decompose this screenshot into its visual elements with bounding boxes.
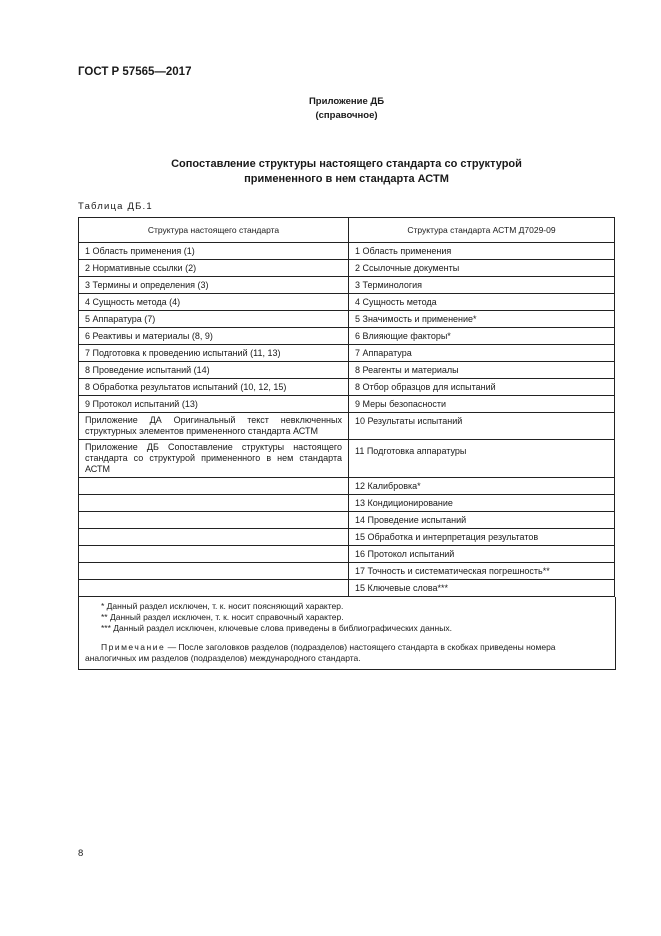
table-cell-astm: 7 Аппаратура [349,345,615,362]
table-row [79,512,615,529]
table-cell-national: Приложение ДБ Сопоставление структуры настоящего стандарта со структурой примененного в нем стандарта АСТМ [79,440,349,478]
table-row [79,495,615,512]
table-cell-national: 3 Термины и определения (3) [79,277,349,294]
table-cell-national [79,580,349,597]
table-cell-astm: 17 Точность и систематическая погрешность** [349,563,615,580]
table-row [79,413,615,440]
table-cell-national: 7 Подготовка к проведению испытаний (11, 13) [79,345,349,362]
table-row [79,546,615,563]
table-header-row [79,218,615,243]
table-row [79,328,615,345]
table-row [79,529,615,546]
table-notes [78,597,616,670]
table-cell-astm: 10 Результаты испытаний [349,413,615,440]
table-cell-astm: 13 Кондиционирование [349,495,615,512]
table-cell-national: 1 Область применения (1) [79,243,349,260]
standard-header: ГОСТ Р 57565—2017 [78,66,192,78]
table-cell-national [79,563,349,580]
table-cell-astm: 16 Протокол испытаний [349,546,615,563]
page-number: 8 [78,848,84,859]
table-cell-national: 8 Проведение испытаний (14) [79,362,349,379]
table-cell-astm: 3 Терминология [349,277,615,294]
table-row [79,379,615,396]
table-cell-national: 6 Реактивы и материалы (8, 9) [79,328,349,345]
table-row [79,362,615,379]
table-row [79,311,615,328]
table-row [79,277,615,294]
footnote: * Данный раздел исключен, т. к. носит поясняющий характер. [101,601,344,611]
document-title-line-2: примененного в нем стандарта АСТМ [244,173,449,185]
comparison-table-block [78,217,614,670]
table-row [79,294,615,311]
table-cell-astm: 6 Влияющие факторы* [349,328,615,345]
table-row [79,440,615,478]
table-cell-astm: 1 Область применения [349,243,615,260]
document-title [0,157,661,187]
table-cell-national [79,478,349,495]
table-row [79,260,615,277]
table-cell-national: 5 Аппаратура (7) [79,311,349,328]
table-row [79,345,615,362]
table-cell-astm: 2 Ссылочные документы [349,260,615,277]
table-cell-national: 9 Протокол испытаний (13) [79,396,349,413]
table-cell-national [79,546,349,563]
annex-heading [0,95,661,123]
comparison-table [78,217,615,597]
table-cell-national [79,529,349,546]
table-cell-national: Приложение ДА Оригинальный текст невключенных структурных элементов примененного стандарта АСТМ [79,413,349,440]
footnote: ** Данный раздел исключен, т. к. носит справочный характер. [101,612,344,622]
table-cell-astm: 12 Калибровка* [349,478,615,495]
remark-label: Примечание [101,642,166,652]
table-cell-national: 8 Обработка результатов испытаний (10, 12, 15) [79,379,349,396]
table-row [79,243,615,260]
table-cell-astm: 15 Обработка и интерпретация результатов [349,529,615,546]
table-cell-astm: 4 Сущность метода [349,294,615,311]
annex-subtitle: (справочное) [315,110,378,121]
annex-title: Приложение ДБ [308,96,385,107]
table-cell-astm: 8 Отбор образцов для испытаний [349,379,615,396]
table-cell-astm: 11 Подготовка аппаратуры [349,440,615,478]
table-cell-astm: 15 Ключевые слова*** [349,580,615,597]
table-cell-astm: 9 Меры безопасности [349,396,615,413]
table-remark [85,642,609,664]
table-cell-astm: 14 Проведение испытаний [349,512,615,529]
table-cell-national [79,512,349,529]
table-row [79,563,615,580]
table-cell-astm: 8 Реагенты и материалы [349,362,615,379]
document-title-line-1: Сопоставление структуры настоящего стандарта со структурой [171,158,522,170]
footnote: *** Данный раздел исключен, ключевые слова приведены в библиографических данных. [101,623,452,633]
column-header-national: Структура настоящего стандарта [79,218,349,243]
table-row [79,478,615,495]
table-cell-national: 4 Сущность метода (4) [79,294,349,311]
remark-text: — После заголовков разделов (подразделов) настоящего стандарта в скобках приведены номера аналогичных им разделов (подразделов) международного стандарта. [85,642,556,663]
table-row [79,580,615,597]
table-cell-national [79,495,349,512]
column-header-astm: Структура стандарта АСТМ Д7029-09 [349,218,615,243]
table-row [79,396,615,413]
table-cell-national: 2 Нормативные ссылки (2) [79,260,349,277]
table-label: Таблица ДБ.1 [78,201,153,212]
table-cell-astm: 5 Значимость и применение* [349,311,615,328]
